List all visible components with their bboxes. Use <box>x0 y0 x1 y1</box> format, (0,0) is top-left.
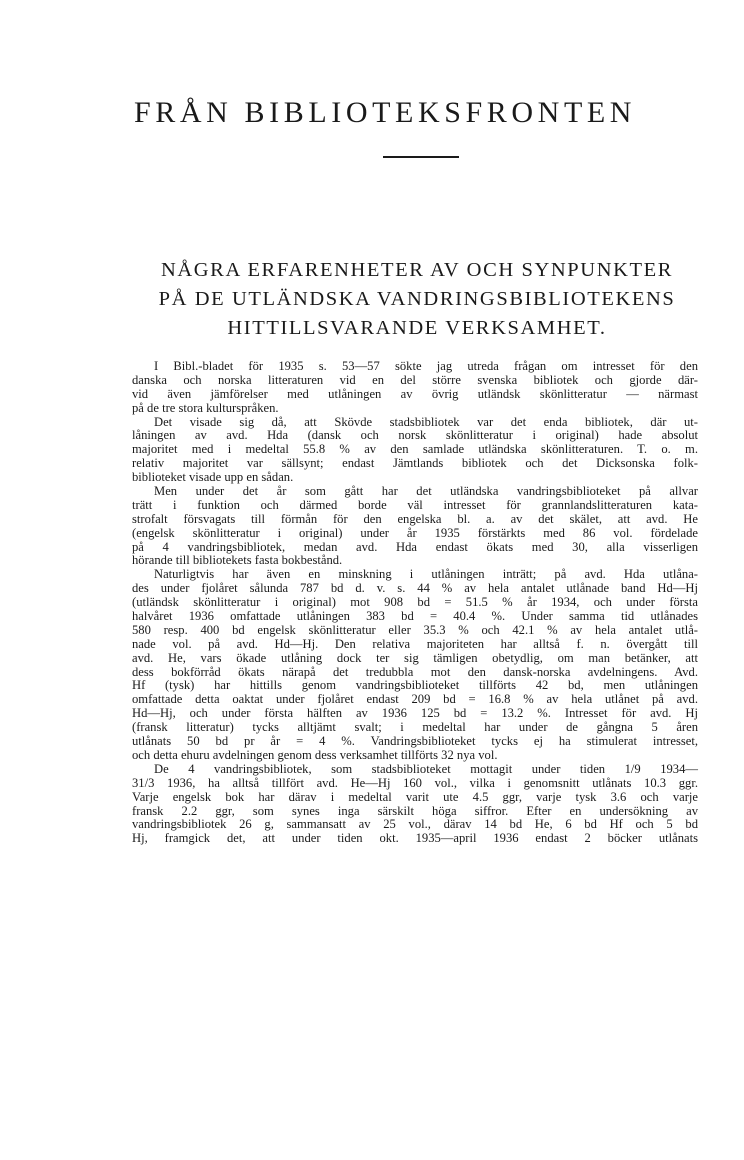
body-line: Hd—Hj, och under första hälften av 1936 125 bd = 13.2 %. Intresset för avd. Hj <box>132 706 698 721</box>
body-line: danska och norska litteraturen vid en del större svenska bibliotek och gjorde där- <box>132 372 698 387</box>
body-line: Det visade sig då, att Skövde stadsbibliotek var det enda bibliotek, där ut- <box>154 414 698 429</box>
body-line: låningen av avd. Hda (dansk och norsk skönlitteratur i original) hade absolut <box>132 428 698 443</box>
body-line: De 4 vandringsbibliotek, som stadsbiblioteket mottagit under tiden 1/9 1934— <box>154 761 698 776</box>
body-line: utlånats 50 bd pr år = 4 %. Vandringsbiblioteket tycks ej ha stimulerat intresset, <box>132 734 698 749</box>
article-title <box>120 256 714 343</box>
body-line: vandringsbibliotek 26 g, sammansatt av 25 vol., därav 14 bd He, 6 bd Hf och 5 bd <box>132 817 698 832</box>
body-line: Men under det år som gått har det utländska vandringsbiblioteket på allvar <box>154 484 698 499</box>
body-line: 31/3 1936, ha alltså tillfört avd. He—Hj 160 vol., vilka i genomsnitt utlånats 10.3 ggr. <box>132 775 698 790</box>
body-line: fransk 2.2 ggr, som synes inga särskilt höga siffror. Efter en undersökning av <box>132 803 698 818</box>
body-line: strofalt försvagats till förmån för den engelska bl. a. av det skälet, att avd. He <box>132 511 698 526</box>
body-line: trätt i funktion och därmed borde väl intresset för grannlandslitteraturen kata- <box>132 497 698 512</box>
body-line: vid även jämförelser med utlåningen av övrig utländsk skönlitteratur — närmast <box>132 386 698 401</box>
body-line: des under fjolåret sålunda 787 bd d. v. s. 44 % av hela antalet utlånade band Hd—Hj <box>132 581 698 596</box>
body-line: hörande till bibliotekets fasta bokbestånd. <box>132 553 343 568</box>
article-title-line: NÅGRA ERFARENHETER AV OCH SYNPUNKTER <box>160 259 674 281</box>
body-line: majoritet med i medeltal 55.8 % av den samlade utländska skönlitteraturen. T. o. m. <box>132 442 698 457</box>
body-line: omfattade detta oaktat under fjolåret endast 209 bd = 16.8 % av hela utlånet på avd. <box>132 692 698 707</box>
body-line: 580 resp. 400 bd engelsk skönlitteratur eller 35.3 % och 42.1 % av hela antalet utlå- <box>132 622 698 637</box>
article-body <box>132 360 698 846</box>
body-line: dess bokförråd ökats närapå det tredubbla mot den dansk-norska avdelningens. Avd. <box>132 664 698 679</box>
body-line: I Bibl.-bladet för 1935 s. 53—57 sökte jag utreda frågan om intresset för den <box>154 359 698 373</box>
title-divider <box>383 156 459 158</box>
body-line: Varje engelsk bok har därav i medeltal varit ute 4.5 ggr, varje tysk 3.6 och varje <box>132 789 698 804</box>
body-line: Hf (tysk) har hittills genom vandringsbiblioteket tillförts 42 bd, men utlåningen <box>132 678 698 693</box>
body-line: Naturligtvis har även en minskning i utlåningen inträtt; på avd. Hda utlåna- <box>154 567 698 582</box>
body-line: (engelsk skönlitteratur i original) under år 1935 förstärkts med 86 vol. fördelade <box>132 525 698 540</box>
body-line: avd. He, vars ökade utlåning dock ter sig tämligen obetydlig, om man betänker, att <box>132 650 698 665</box>
section-title: FRÅN BIBLIOTEKSFRONTEN <box>134 96 637 129</box>
body-line: (fransk litteratur) tycks alltjämt svalt; i medeltal har under de gångna 5 åren <box>132 720 698 735</box>
body-line: på de tre stora kulturspråken. <box>132 400 279 415</box>
body-line: (utländsk skönlitteratur i original) mot 908 bd = 51.5 % år 1934, och under första <box>132 595 698 610</box>
body-line: relativ majoritet var sällsynt; endast Jämtlands bibliotek och det Dicksonska folk- <box>132 456 698 471</box>
body-line: Hj, framgick det, att under tiden okt. 1935—april 1936 endast 2 böcker utlånats <box>132 831 698 846</box>
body-line: nade vol. på avd. Hd—Hj. Den relativa majoriteten har alltså f. n. övergått till <box>132 636 698 651</box>
article-title-line: PÅ DE UTLÄNDSKA VANDRINGSBIBLIOTEKENS <box>158 288 676 310</box>
body-line: halvåret 1936 omfattade utlåningen 383 bd = 40.4 %. Under samma tid utlånades <box>132 609 698 624</box>
body-line: på 4 vandringsbibliotek, medan avd. Hda endast ökats med 30, alla visserligen <box>132 539 698 554</box>
article-title-line: HITTILLSVARANDE VERKSAMHET. <box>227 317 607 339</box>
body-line: och detta ehuru avdelningen genom dess verksamhet tillförts 32 nya vol. <box>132 747 498 762</box>
body-line: biblioteket visade upp en sådan. <box>132 470 294 485</box>
